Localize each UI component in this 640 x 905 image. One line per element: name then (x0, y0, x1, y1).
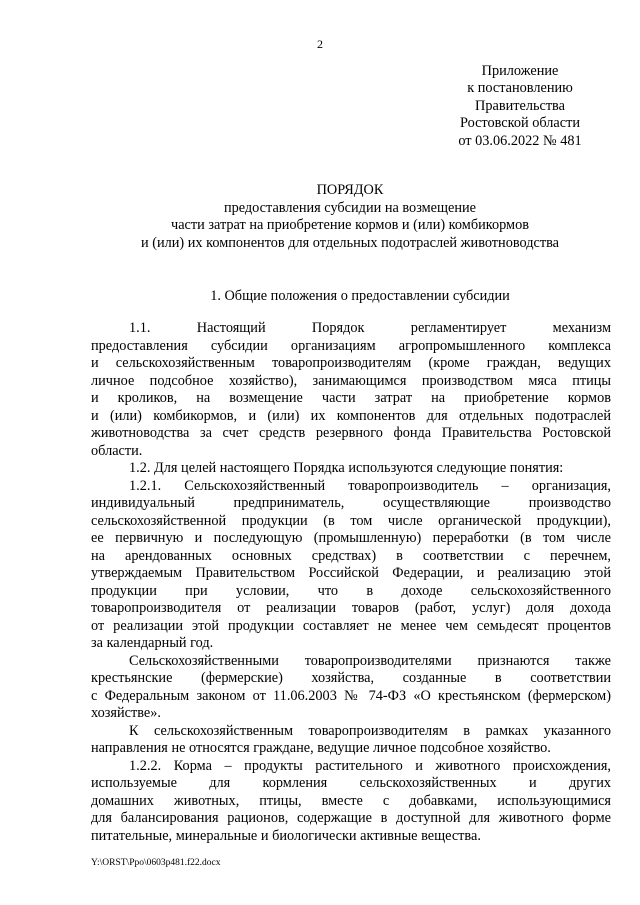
body-line: на арендованных основных средствах) в соответствии с перечнем, (91, 547, 611, 564)
body-line: с Федеральным законом от 11.06.2003 № 74-ФЗ «О крестьянском (фермерском) (91, 687, 611, 704)
body-line: индивидуальный предприниматель, осуществляющие производство (91, 495, 611, 511)
appendix-line: к постановлению (467, 80, 573, 97)
body-line: домашних животных, птицы, вместе с добавками, использующимися (91, 792, 611, 809)
body-line: личное подсобное хозяйство), занимающимся производством мяса птицы (91, 372, 611, 389)
appendix-line: Ростовской области (459, 115, 581, 132)
title-line: части затрат на приобретение кормов и (или) комбикормов (171, 217, 529, 234)
title-line: и (или) их компонентов для отдельных подотраслей животноводства (140, 234, 560, 251)
document-title (60, 182, 640, 252)
body-line: направления не относятся граждане, ведущие личное подсобное хозяйство. (91, 740, 551, 756)
body-line: 1.2.2. Корма – продукты растительного и животного происхождения, (129, 757, 611, 774)
body-line: Сельскохозяйственными товаропроизводителями признаются также (129, 652, 611, 669)
body-line: крестьянские (фермерские) хозяйства, созданные в соответствии (91, 670, 611, 686)
body-text (91, 320, 611, 845)
body-line: 1.2.1. Сельскохозяйственный товаропроизводитель – организация, (129, 477, 611, 494)
body-line: продукции при условии, что в доходе сельскохозяйственного (91, 582, 611, 599)
body-line: 1.2. Для целей настоящего Порядка используются следующие понятия: (129, 460, 564, 476)
appendix-line: от 03.06.2022 № 481 (458, 132, 582, 149)
body-line: и (или) комбикормов, и (или) их компонентов для отдельных подотраслей (91, 407, 611, 424)
page-number: 2 (317, 37, 323, 51)
appendix-line: Правительства (475, 97, 565, 114)
title-heading: ПОРЯДОК (316, 182, 384, 198)
appendix-line: Приложение (481, 63, 559, 79)
footer-file-path: Y:\ORST\Ppo\0603p481.f22.docx (91, 858, 221, 868)
body-line: животноводства за счет средств резервного фонда Правительства Ростовской (91, 425, 611, 441)
title-line: предоставления субсидии на возмещение (223, 199, 477, 216)
body-line: утверждаемым Правительством Российской Федерации, и реализацию этой (91, 565, 611, 581)
body-line: сельскохозяйственной продукции (в том числе органической продукции), (91, 512, 611, 529)
appendix-block (440, 63, 600, 150)
body-line: за календарный год. (91, 635, 214, 651)
section-heading: 1. Общие положения о предоставлении субсидии (210, 288, 510, 304)
body-line: ее первичную и последующую (промышленную) переработки (в том числе (91, 530, 611, 546)
body-line: и сельскохозяйственным товаропроизводителям (кроме граждан, ведущих (91, 355, 611, 371)
body-line: для балансирования рационов, содержащие в доступной для животного форме (91, 810, 611, 826)
body-line: используемые для кормления сельскохозяйственных и других (91, 775, 611, 791)
body-line: предоставления субсидии организациям агропромышленного комплекса (91, 337, 611, 354)
body-line: товаропроизводителя от реализации товаров (работ, услуг) доля дохода (91, 600, 611, 616)
body-line: хозяйстве». (91, 705, 161, 721)
body-line: питательные, минеральные и биологически активные вещества. (91, 827, 481, 844)
body-line: и кроликов, на возмещение части затрат на приобретение кормов (91, 390, 611, 406)
body-line: 1.1. Настоящий Порядок регламентирует механизм (129, 320, 611, 336)
body-line: области. (91, 442, 143, 459)
body-line: от реализации этой продукции составляет не менее чем семьдесят процентов (91, 617, 611, 634)
body-line: К сельскохозяйственным товаропроизводителям в рамках указанного (129, 722, 611, 739)
